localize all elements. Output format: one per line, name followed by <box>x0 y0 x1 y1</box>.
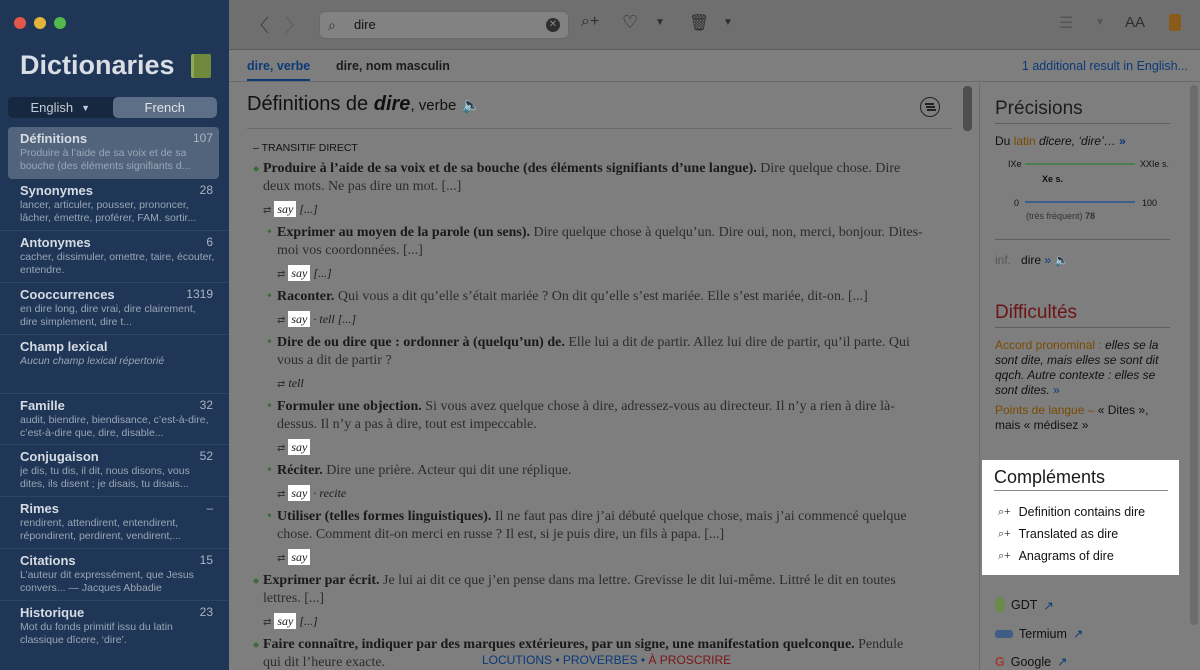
translate-icon: ⇄ <box>277 553 286 564</box>
freq-left: 0 <box>1014 198 1020 208</box>
definition-head: Formuler une objection. <box>277 399 422 414</box>
sidebar-item-conjugaison[interactable] <box>0 445 229 497</box>
chevron-down-icon[interactable]: ▼ <box>1095 17 1105 28</box>
link-proverbes[interactable]: PROVERBES <box>562 653 638 667</box>
search-plus-icon: ⌕+ <box>998 527 1011 540</box>
item-title: Rimes <box>20 501 60 516</box>
divider <box>994 490 1168 491</box>
inf-value: dire <box>1021 253 1042 267</box>
points-label[interactable]: Points de langue – <box>995 403 1095 417</box>
speaker-icon[interactable]: 🔈 <box>461 97 481 114</box>
definition-example: Elle lui a dit de partir. Allez lui dire de partir, qu’il parte. Qui vous a dit de partir ? <box>277 335 910 368</box>
etym-word: dīcere, ‘dire’… <box>1035 134 1120 148</box>
sidebar-item-famille[interactable] <box>0 393 229 445</box>
translation <box>253 200 923 220</box>
frequency-gauge <box>1025 201 1135 203</box>
translate-icon: ⇄ <box>277 269 286 280</box>
translation-say[interactable]: say <box>288 549 310 565</box>
ellipsis[interactable]: [...] <box>310 266 332 280</box>
clear-search-icon[interactable]: ✕ <box>546 18 560 32</box>
translation <box>253 438 923 458</box>
chevron-down-icon[interactable]: ▼ <box>723 17 733 28</box>
translate-icon: ⇄ <box>277 443 286 454</box>
freq-value: 78 <box>1085 211 1096 221</box>
divider <box>995 327 1170 328</box>
item-desc: L’auteur dit expressément, que Jesus convers... — Jacques Abbadie <box>20 569 194 594</box>
chevron-down-icon[interactable]: ▼ <box>655 17 665 28</box>
item-count: 6 <box>206 235 213 249</box>
freq-right: 100 <box>1142 198 1158 208</box>
item-count: 32 <box>199 398 213 412</box>
item-count: 23 <box>199 605 213 619</box>
lang-english[interactable] <box>8 97 113 118</box>
definition-item <box>253 334 923 370</box>
definition-example: Dire une prière. Acteur qui dit une réplique. <box>322 463 572 478</box>
precisions-title: Précisions <box>995 98 1083 119</box>
sidebar-item-definitions[interactable] <box>8 127 219 179</box>
century-left: IXe <box>1008 159 1022 169</box>
link-separator: • <box>552 653 563 667</box>
complement-label: Definition contains dire <box>1018 505 1146 519</box>
item-count: – <box>206 501 213 515</box>
item-title: Champ lexical <box>20 339 108 354</box>
external-link-icon: ↗ <box>1043 598 1054 613</box>
item-desc: en dire long, dire vrai, dire clairement, dire simplement, dire t... <box>20 303 196 328</box>
translate-icon: ⇄ <box>277 315 286 326</box>
item-title: Cooccurrences <box>20 287 115 302</box>
complement-definition-contains[interactable] <box>998 505 1145 519</box>
translation <box>253 374 923 394</box>
more-link[interactable]: » <box>1119 134 1126 148</box>
translation-say[interactable]: say <box>274 201 296 217</box>
title-prefix: Définitions de <box>247 93 374 115</box>
gdt-logo-icon <box>995 597 1005 613</box>
sidebar-title: Dictionaries <box>20 50 175 80</box>
search-field[interactable] <box>319 11 569 39</box>
page-title <box>247 93 481 116</box>
external-termium[interactable] <box>995 626 1083 641</box>
item-count: 52 <box>199 449 213 463</box>
zoom-in-search-icon[interactable]: ⌕+ <box>581 13 600 30</box>
freq-text: (très fréquent) <box>1026 211 1083 221</box>
sidebar-list <box>0 127 229 653</box>
complements-title: Compléments <box>994 467 1106 487</box>
link-locutions[interactable]: LOCUTIONS <box>482 653 553 667</box>
result-tabs <box>229 51 1200 82</box>
lang-french[interactable]: French <box>113 97 218 118</box>
book-icon[interactable] <box>1169 14 1181 31</box>
language-switch <box>8 97 217 118</box>
search-plus-icon: ⌕+ <box>998 505 1011 518</box>
definition-item <box>253 224 923 260</box>
definition-example: Dire quelque chose à quelqu’un. Dire oui, non, merci, bonjour. Dites-moi vos coordonnées. [...] <box>277 225 923 258</box>
gdt-label: GDT <box>1011 598 1038 612</box>
item-title: Antonymes <box>20 235 91 250</box>
sidebar-item-historique[interactable] <box>0 601 229 653</box>
item-desc: Aucun champ lexical répertorié <box>20 355 165 367</box>
heart-icon[interactable]: ♡ <box>622 12 639 32</box>
complement-label: Anagrams of dire <box>1018 549 1114 563</box>
title-pos: , verbe <box>410 97 457 114</box>
right-panel <box>979 83 1200 670</box>
sidebar-item-rimes[interactable] <box>0 497 229 549</box>
definition-example: Il ne faut pas dire j’ai débuté quelque chose, mais j’ai commencé quelque chose. Comment dit-on merci en russe ? Il est, si je puis dire, un fils à papa. [...] <box>277 509 907 542</box>
century-mark: Xe s. <box>1042 174 1064 184</box>
item-title: Historique <box>20 605 85 620</box>
chevron-down-icon: ▼ <box>81 102 91 113</box>
translate-icon: ⇄ <box>263 617 272 628</box>
divider <box>995 123 1170 124</box>
definition-example: Si vous avez quelque chose à dire, adressez-vous au directeur. Il n’y a rien à dire là-dessus. Il n’y a pas à dire, tout est impeccable. <box>277 399 895 432</box>
accord-text: elles se la sont dite, mais elles se sont dit qqch. Autre contexte : elles se sont dites. <box>995 338 1159 397</box>
external-link-icon: ↗ <box>1072 627 1084 641</box>
termium-logo-icon <box>995 630 1013 638</box>
text-size-icon[interactable]: AA <box>1125 14 1146 31</box>
external-gdt[interactable] <box>995 597 1054 613</box>
item-desc: lancer, articuler, pousser, prononcer, lâcher, émettre, proférer, FAM. sortir... <box>20 199 197 224</box>
definition-item <box>253 508 923 544</box>
ellipsis[interactable]: [...] <box>296 614 318 628</box>
definition-head: Exprimer au moyen de la parole (un sens). <box>277 225 531 240</box>
item-desc: audit, biendire, biendisance, c’est-à-dire, c’est-à-dire que, dire, disable... <box>20 414 209 439</box>
termium-label: Termium <box>1019 626 1067 641</box>
definition-example: Pendule qui dit l’heure exacte. <box>263 637 904 670</box>
item-title: Famille <box>20 398 65 413</box>
complement-translated-as[interactable] <box>998 527 1118 541</box>
article <box>237 83 957 670</box>
definition-head: Dire de ou dire que : ordonner à (quelqu’un) de. <box>277 335 565 350</box>
lang-english-label: English <box>30 100 74 115</box>
external-link-icon: ↗ <box>1057 655 1068 669</box>
difficultes-title: Difficultés <box>995 302 1078 323</box>
translation-extra[interactable]: · tell [...] <box>310 312 357 326</box>
translation-say[interactable]: say <box>288 265 310 281</box>
etymology <box>995 134 1126 149</box>
forward-icon[interactable]: 〉 <box>285 16 303 36</box>
sidebar-item-cooccurrences[interactable] <box>0 283 229 335</box>
search-input[interactable] <box>354 17 534 32</box>
definition-item <box>253 462 923 480</box>
search-icon: ⌕ <box>328 17 336 33</box>
filter-icon[interactable] <box>920 97 940 117</box>
toolbar <box>229 0 1200 50</box>
translation-say[interactable]: say <box>288 439 310 455</box>
definition-item <box>253 572 923 608</box>
definition-item <box>253 288 923 306</box>
etym-latin[interactable]: latin <box>1013 134 1036 148</box>
translate-icon: ⇄ <box>277 489 286 500</box>
complement-anagrams[interactable] <box>998 549 1114 563</box>
etym-prefix: Du <box>995 134 1014 148</box>
back-icon[interactable]: 〈 <box>251 16 269 36</box>
sidebar-item-champ-lexical[interactable] <box>0 335 229 387</box>
title-word: dire <box>373 93 411 115</box>
minimize-button[interactable] <box>34 17 46 29</box>
definition-head: Faire connaître, indiquer par des marques extérieures, par un signe, une manifestation quelconque. <box>263 637 855 652</box>
translation <box>253 484 923 504</box>
definition-head: Raconter. <box>277 289 335 304</box>
search-plus-icon: ⌕+ <box>998 549 1011 562</box>
translation-extra[interactable]: · recite <box>310 486 347 500</box>
trash-icon[interactable]: 🗑 <box>689 15 710 32</box>
sidebar-item-synonymes[interactable] <box>0 179 229 231</box>
translation <box>253 310 923 330</box>
infinitive <box>995 253 1069 268</box>
item-count: 28 <box>199 183 213 197</box>
item-title: Définitions <box>20 131 88 146</box>
right-scrollbar[interactable] <box>1190 85 1198 625</box>
maximize-button[interactable] <box>54 17 66 29</box>
definition-item <box>253 398 923 434</box>
item-title: Conjugaison <box>20 449 99 464</box>
translate-icon: ⇄ <box>277 379 286 390</box>
complements-panel <box>982 460 1179 575</box>
translation <box>253 264 923 284</box>
item-desc: je dis, tu dis, il dit, nous disons, vous dites, ils disent ; je disais, tu disais... <box>20 465 190 490</box>
link-separator: • <box>637 653 649 667</box>
sidebar-item-antonymes[interactable] <box>0 231 229 283</box>
additional-result-link[interactable]: 1 additional result in English... <box>1021 59 1188 73</box>
item-desc: rendirent, attendirent, entendirent, répondirent, perdirent, vendirent,... <box>20 517 182 542</box>
article-scrollbar[interactable] <box>963 86 972 131</box>
tab-dire-nom[interactable]: dire, nom masculin <box>336 59 450 73</box>
google-label: Google <box>1010 654 1052 669</box>
translation <box>253 548 923 568</box>
sidebar-item-citations[interactable] <box>0 549 229 601</box>
close-button[interactable] <box>14 17 26 29</box>
century-right: XXIe s. <box>1140 159 1170 169</box>
more-link[interactable]: » <box>1044 253 1052 267</box>
definition-head: Produire à l’aide de sa voix et de sa bouche (des éléments signifiants d’une langue). <box>263 161 757 176</box>
speaker-icon[interactable]: 🔈 <box>1054 253 1070 267</box>
translation <box>253 612 923 632</box>
translation-say[interactable]: say <box>274 613 296 629</box>
google-logo-icon: G <box>995 654 1005 669</box>
tab-dire-verbe[interactable]: dire, verbe <box>247 59 310 81</box>
item-title: Citations <box>20 553 76 568</box>
definition-example: Dire quelque chose. Dire deux mots. Ne pas dire un mot. [...] <box>263 161 901 194</box>
item-count: 107 <box>192 131 213 145</box>
item-desc: cacher, dissimuler, omettre, taire, écouter, entendre. <box>20 251 215 276</box>
translation-say[interactable]: say <box>288 485 310 501</box>
external-google[interactable] <box>995 654 1068 669</box>
frequency-label <box>1026 209 1095 224</box>
item-desc: Mot du fonds primitif issu du latin classique dīcere, ‘dire’. <box>20 621 173 646</box>
definition-head: Réciter. <box>277 463 323 478</box>
list-icon[interactable]: ☰ <box>1059 15 1074 32</box>
definition-example: Je lui ai dit ce que j’en pense dans ma lettre. Grevisse le dit lui-même. Littré le dit en toutes lettres. [...] <box>263 573 896 606</box>
translate-icon: ⇄ <box>263 205 272 216</box>
grammar-category: – TRANSITIF DIRECT <box>253 142 358 154</box>
definition-item <box>253 160 923 196</box>
accord-label[interactable]: Accord pronominal : <box>995 338 1102 352</box>
link-a-proscrire[interactable]: À PROSCRIRE <box>648 653 732 667</box>
window-controls <box>14 17 66 29</box>
sidebar <box>0 0 229 670</box>
divider <box>995 239 1170 240</box>
bottom-links <box>482 653 731 667</box>
points-text: « Dites », mais « médisez » <box>995 403 1149 432</box>
item-count: 1319 <box>186 287 213 301</box>
difficulty-accord <box>995 338 1175 398</box>
definitions-body <box>253 139 923 670</box>
complement-label: Translated as dire <box>1018 527 1119 541</box>
ellipsis[interactable]: [...] <box>296 202 318 216</box>
translation-say[interactable]: say <box>288 311 310 327</box>
item-count: 15 <box>199 553 213 567</box>
century-gauge <box>1025 163 1135 165</box>
definition-example: Qui vous a dit qu’elle s’était mariée ? On dit qu’elle s’est mariée. Elle s’est mariée, dit-on. [...] <box>334 289 868 304</box>
difficulty-points <box>995 403 1175 433</box>
translation-tell[interactable]: tell <box>288 376 304 390</box>
divider <box>247 128 952 129</box>
more-link[interactable]: » <box>1053 383 1060 397</box>
definition-head: Exprimer par écrit. <box>263 573 380 588</box>
inf-label: inf. <box>995 253 1012 267</box>
book-icon <box>191 54 211 78</box>
item-desc: Produire à l’aide de sa voix et de sa bouche (des éléments signifiants d... <box>20 147 191 172</box>
definition-head: Utiliser (telles formes linguistiques). <box>277 509 492 524</box>
item-title: Synonymes <box>20 183 93 198</box>
